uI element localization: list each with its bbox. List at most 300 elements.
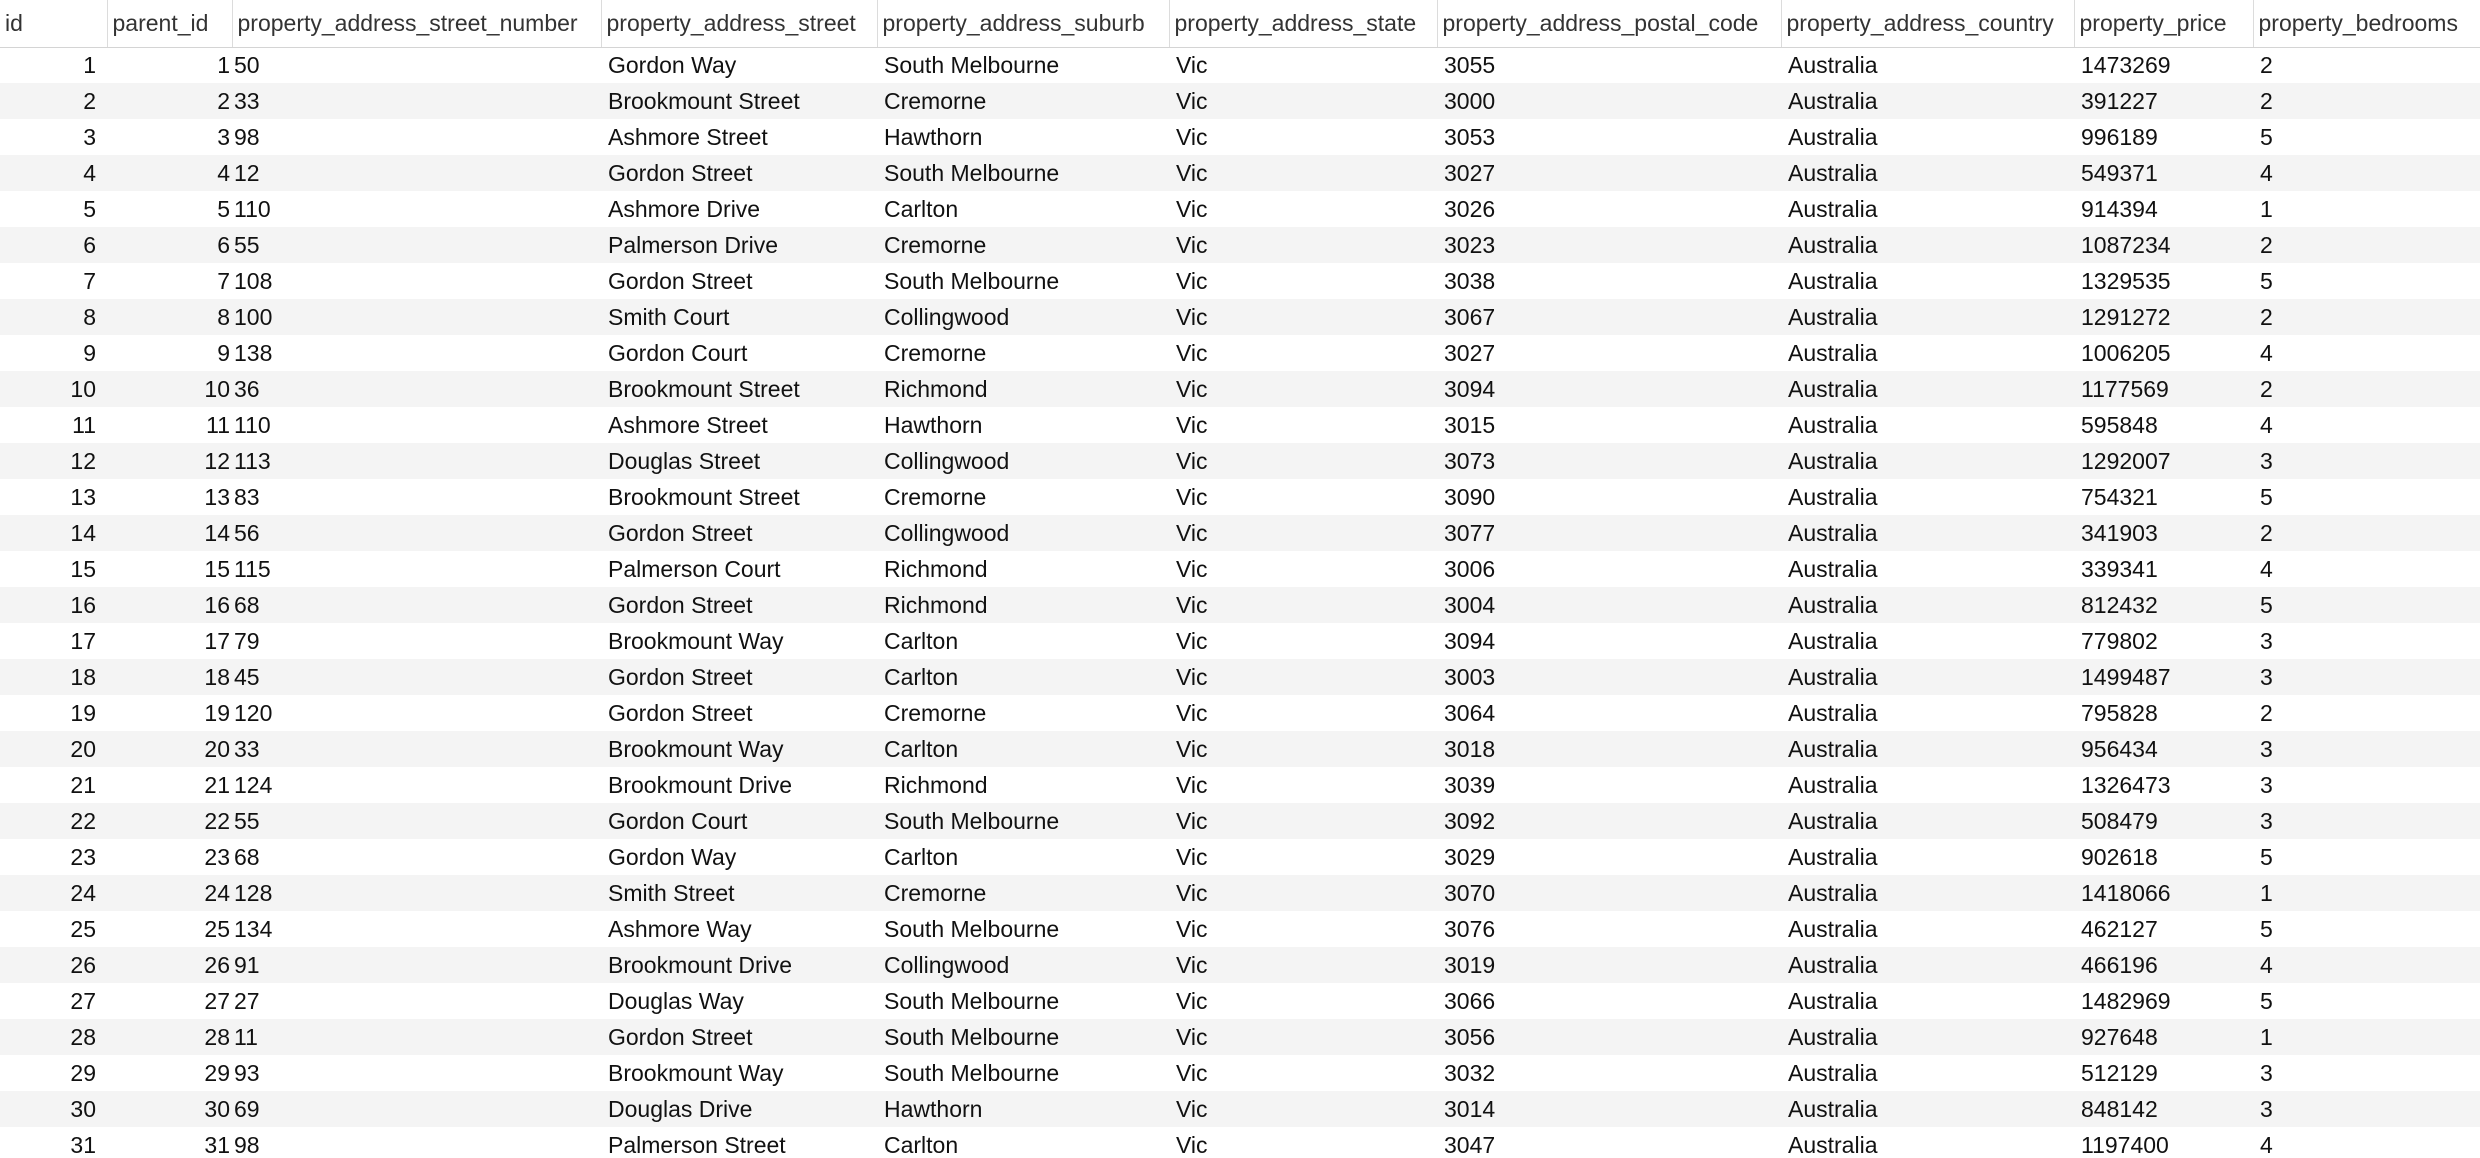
- cell-suburb[interactable]: Richmond: [877, 767, 1169, 803]
- cell-bedrooms[interactable]: 4: [2253, 551, 2480, 587]
- cell-street-number[interactable]: 120: [232, 695, 601, 731]
- cell-suburb[interactable]: South Melbourne: [877, 155, 1169, 191]
- cell-parent-id[interactable]: 20: [107, 731, 232, 767]
- cell-suburb[interactable]: South Melbourne: [877, 911, 1169, 947]
- cell-street-number[interactable]: 50: [232, 47, 601, 83]
- cell-parent-id[interactable]: 25: [107, 911, 232, 947]
- cell-street[interactable]: Ashmore Street: [601, 119, 877, 155]
- cell-price[interactable]: 754321: [2074, 479, 2253, 515]
- cell-country[interactable]: Australia: [1781, 947, 2074, 983]
- cell-suburb[interactable]: Cremorne: [877, 83, 1169, 119]
- cell-suburb[interactable]: South Melbourne: [877, 803, 1169, 839]
- table-row[interactable]: [0, 227, 2480, 263]
- cell-state[interactable]: Vic: [1169, 191, 1437, 227]
- cell-country[interactable]: Australia: [1781, 515, 2074, 551]
- cell-suburb[interactable]: Carlton: [877, 191, 1169, 227]
- cell-country[interactable]: Australia: [1781, 407, 2074, 443]
- cell-price[interactable]: 996189: [2074, 119, 2253, 155]
- cell-suburb[interactable]: Cremorne: [877, 695, 1169, 731]
- cell-bedrooms[interactable]: 3: [2253, 803, 2480, 839]
- cell-bedrooms[interactable]: 2: [2253, 227, 2480, 263]
- cell-street-number[interactable]: 100: [232, 299, 601, 335]
- cell-street-number[interactable]: 110: [232, 191, 601, 227]
- cell-id[interactable]: 16: [0, 587, 107, 623]
- cell-suburb[interactable]: Richmond: [877, 371, 1169, 407]
- cell-postal-code[interactable]: 3053: [1437, 119, 1781, 155]
- table-row[interactable]: [0, 119, 2480, 155]
- table-row[interactable]: [0, 371, 2480, 407]
- cell-street[interactable]: Douglas Way: [601, 983, 877, 1019]
- cell-parent-id[interactable]: 17: [107, 623, 232, 659]
- cell-bedrooms[interactable]: 5: [2253, 839, 2480, 875]
- cell-id[interactable]: 6: [0, 227, 107, 263]
- cell-postal-code[interactable]: 3039: [1437, 767, 1781, 803]
- cell-postal-code[interactable]: 3090: [1437, 479, 1781, 515]
- cell-postal-code[interactable]: 3004: [1437, 587, 1781, 623]
- cell-street-number[interactable]: 83: [232, 479, 601, 515]
- cell-postal-code[interactable]: 3066: [1437, 983, 1781, 1019]
- cell-price[interactable]: 549371: [2074, 155, 2253, 191]
- cell-street-number[interactable]: 91: [232, 947, 601, 983]
- cell-postal-code[interactable]: 3077: [1437, 515, 1781, 551]
- cell-country[interactable]: Australia: [1781, 875, 2074, 911]
- cell-street[interactable]: Gordon Street: [601, 659, 877, 695]
- table-row[interactable]: [0, 623, 2480, 659]
- table-row[interactable]: [0, 731, 2480, 767]
- cell-country[interactable]: Australia: [1781, 803, 2074, 839]
- cell-id[interactable]: 30: [0, 1091, 107, 1127]
- table-row[interactable]: [0, 767, 2480, 803]
- cell-street[interactable]: Brookmount Way: [601, 731, 877, 767]
- column-header-parent-id[interactable]: parent_id: [107, 0, 232, 47]
- cell-suburb[interactable]: Cremorne: [877, 335, 1169, 371]
- cell-price[interactable]: 812432: [2074, 587, 2253, 623]
- cell-id[interactable]: 13: [0, 479, 107, 515]
- cell-country[interactable]: Australia: [1781, 1019, 2074, 1055]
- cell-street-number[interactable]: 138: [232, 335, 601, 371]
- cell-postal-code[interactable]: 3015: [1437, 407, 1781, 443]
- cell-id[interactable]: 4: [0, 155, 107, 191]
- cell-parent-id[interactable]: 18: [107, 659, 232, 695]
- cell-street-number[interactable]: 108: [232, 263, 601, 299]
- cell-country[interactable]: Australia: [1781, 47, 2074, 83]
- cell-street-number[interactable]: 110: [232, 407, 601, 443]
- cell-street-number[interactable]: 56: [232, 515, 601, 551]
- cell-parent-id[interactable]: 1: [107, 47, 232, 83]
- cell-postal-code[interactable]: 3029: [1437, 839, 1781, 875]
- cell-state[interactable]: Vic: [1169, 983, 1437, 1019]
- column-header-id[interactable]: id: [0, 0, 107, 47]
- cell-state[interactable]: Vic: [1169, 1091, 1437, 1127]
- cell-street[interactable]: Brookmount Street: [601, 371, 877, 407]
- cell-bedrooms[interactable]: 4: [2253, 335, 2480, 371]
- cell-bedrooms[interactable]: 5: [2253, 911, 2480, 947]
- cell-id[interactable]: 8: [0, 299, 107, 335]
- cell-street[interactable]: Gordon Way: [601, 47, 877, 83]
- cell-parent-id[interactable]: 14: [107, 515, 232, 551]
- cell-street-number[interactable]: 45: [232, 659, 601, 695]
- table-row[interactable]: [0, 551, 2480, 587]
- cell-street-number[interactable]: 68: [232, 587, 601, 623]
- cell-id[interactable]: 2: [0, 83, 107, 119]
- cell-street[interactable]: Ashmore Way: [601, 911, 877, 947]
- column-header-street-number[interactable]: property_address_street_number: [232, 0, 601, 47]
- cell-suburb[interactable]: Collingwood: [877, 299, 1169, 335]
- cell-street-number[interactable]: 93: [232, 1055, 601, 1091]
- cell-price[interactable]: 1482969: [2074, 983, 2253, 1019]
- cell-country[interactable]: Australia: [1781, 83, 2074, 119]
- cell-parent-id[interactable]: 22: [107, 803, 232, 839]
- cell-parent-id[interactable]: 5: [107, 191, 232, 227]
- cell-suburb[interactable]: South Melbourne: [877, 263, 1169, 299]
- cell-id[interactable]: 12: [0, 443, 107, 479]
- cell-street[interactable]: Gordon Street: [601, 1019, 877, 1055]
- cell-id[interactable]: 1: [0, 47, 107, 83]
- table-row[interactable]: [0, 83, 2480, 119]
- cell-country[interactable]: Australia: [1781, 227, 2074, 263]
- cell-country[interactable]: Australia: [1781, 1091, 2074, 1127]
- cell-state[interactable]: Vic: [1169, 1127, 1437, 1158]
- cell-street[interactable]: Brookmount Drive: [601, 767, 877, 803]
- table-row[interactable]: [0, 407, 2480, 443]
- cell-state[interactable]: Vic: [1169, 443, 1437, 479]
- cell-country[interactable]: Australia: [1781, 1055, 2074, 1091]
- table-row[interactable]: [0, 587, 2480, 623]
- cell-parent-id[interactable]: 6: [107, 227, 232, 263]
- cell-state[interactable]: Vic: [1169, 911, 1437, 947]
- cell-parent-id[interactable]: 21: [107, 767, 232, 803]
- cell-street-number[interactable]: 27: [232, 983, 601, 1019]
- cell-street[interactable]: Brookmount Way: [601, 623, 877, 659]
- cell-street[interactable]: Palmerson Court: [601, 551, 877, 587]
- cell-suburb[interactable]: Cremorne: [877, 227, 1169, 263]
- cell-price[interactable]: 1087234: [2074, 227, 2253, 263]
- cell-parent-id[interactable]: 24: [107, 875, 232, 911]
- cell-state[interactable]: Vic: [1169, 1019, 1437, 1055]
- cell-price[interactable]: 927648: [2074, 1019, 2253, 1055]
- cell-street[interactable]: Brookmount Way: [601, 1055, 877, 1091]
- cell-street-number[interactable]: 33: [232, 83, 601, 119]
- cell-price[interactable]: 595848: [2074, 407, 2253, 443]
- cell-price[interactable]: 848142: [2074, 1091, 2253, 1127]
- cell-suburb[interactable]: Carlton: [877, 1127, 1169, 1158]
- cell-id[interactable]: 19: [0, 695, 107, 731]
- cell-postal-code[interactable]: 3000: [1437, 83, 1781, 119]
- cell-suburb[interactable]: Carlton: [877, 659, 1169, 695]
- cell-id[interactable]: 7: [0, 263, 107, 299]
- table-row[interactable]: [0, 479, 2480, 515]
- cell-country[interactable]: Australia: [1781, 335, 2074, 371]
- cell-price[interactable]: 1177569: [2074, 371, 2253, 407]
- cell-state[interactable]: Vic: [1169, 263, 1437, 299]
- cell-id[interactable]: 22: [0, 803, 107, 839]
- cell-parent-id[interactable]: 30: [107, 1091, 232, 1127]
- cell-state[interactable]: Vic: [1169, 83, 1437, 119]
- cell-street[interactable]: Gordon Street: [601, 695, 877, 731]
- cell-country[interactable]: Australia: [1781, 443, 2074, 479]
- cell-bedrooms[interactable]: 1: [2253, 191, 2480, 227]
- column-header-suburb[interactable]: property_address_suburb: [877, 0, 1169, 47]
- cell-country[interactable]: Australia: [1781, 1127, 2074, 1158]
- cell-street[interactable]: Douglas Street: [601, 443, 877, 479]
- table-row[interactable]: [0, 47, 2480, 83]
- cell-price[interactable]: 512129: [2074, 1055, 2253, 1091]
- column-header-country[interactable]: property_address_country: [1781, 0, 2074, 47]
- cell-bedrooms[interactable]: 3: [2253, 443, 2480, 479]
- cell-street[interactable]: Ashmore Street: [601, 407, 877, 443]
- cell-id[interactable]: 10: [0, 371, 107, 407]
- table-row[interactable]: [0, 947, 2480, 983]
- cell-street[interactable]: Gordon Street: [601, 263, 877, 299]
- column-header-bedrooms[interactable]: property_bedrooms: [2253, 0, 2480, 47]
- cell-country[interactable]: Australia: [1781, 587, 2074, 623]
- cell-id[interactable]: 27: [0, 983, 107, 1019]
- table-row[interactable]: [0, 1127, 2480, 1158]
- table-row[interactable]: [0, 191, 2480, 227]
- cell-street-number[interactable]: 33: [232, 731, 601, 767]
- cell-parent-id[interactable]: 4: [107, 155, 232, 191]
- cell-parent-id[interactable]: 9: [107, 335, 232, 371]
- cell-street-number[interactable]: 98: [232, 1127, 601, 1158]
- cell-id[interactable]: 5: [0, 191, 107, 227]
- cell-parent-id[interactable]: 19: [107, 695, 232, 731]
- cell-postal-code[interactable]: 3019: [1437, 947, 1781, 983]
- cell-id[interactable]: 25: [0, 911, 107, 947]
- cell-state[interactable]: Vic: [1169, 47, 1437, 83]
- cell-parent-id[interactable]: 15: [107, 551, 232, 587]
- cell-price[interactable]: 1473269: [2074, 47, 2253, 83]
- cell-bedrooms[interactable]: 3: [2253, 659, 2480, 695]
- cell-postal-code[interactable]: 3094: [1437, 623, 1781, 659]
- cell-street[interactable]: Smith Court: [601, 299, 877, 335]
- cell-street-number[interactable]: 115: [232, 551, 601, 587]
- cell-price[interactable]: 902618: [2074, 839, 2253, 875]
- table-row[interactable]: [0, 1055, 2480, 1091]
- cell-price[interactable]: 1418066: [2074, 875, 2253, 911]
- cell-postal-code[interactable]: 3018: [1437, 731, 1781, 767]
- cell-price[interactable]: 1499487: [2074, 659, 2253, 695]
- cell-postal-code[interactable]: 3092: [1437, 803, 1781, 839]
- cell-bedrooms[interactable]: 3: [2253, 623, 2480, 659]
- cell-street-number[interactable]: 55: [232, 803, 601, 839]
- cell-id[interactable]: 21: [0, 767, 107, 803]
- cell-state[interactable]: Vic: [1169, 551, 1437, 587]
- cell-state[interactable]: Vic: [1169, 587, 1437, 623]
- cell-suburb[interactable]: Richmond: [877, 551, 1169, 587]
- cell-bedrooms[interactable]: 2: [2253, 83, 2480, 119]
- cell-bedrooms[interactable]: 2: [2253, 515, 2480, 551]
- cell-price[interactable]: 914394: [2074, 191, 2253, 227]
- cell-id[interactable]: 29: [0, 1055, 107, 1091]
- cell-bedrooms[interactable]: 5: [2253, 587, 2480, 623]
- cell-price[interactable]: 1329535: [2074, 263, 2253, 299]
- cell-suburb[interactable]: South Melbourne: [877, 983, 1169, 1019]
- cell-id[interactable]: 11: [0, 407, 107, 443]
- cell-postal-code[interactable]: 3094: [1437, 371, 1781, 407]
- cell-price[interactable]: 956434: [2074, 731, 2253, 767]
- cell-postal-code[interactable]: 3073: [1437, 443, 1781, 479]
- cell-state[interactable]: Vic: [1169, 1055, 1437, 1091]
- cell-suburb[interactable]: Carlton: [877, 839, 1169, 875]
- cell-parent-id[interactable]: 26: [107, 947, 232, 983]
- table-row[interactable]: [0, 1019, 2480, 1055]
- cell-id[interactable]: 31: [0, 1127, 107, 1158]
- cell-country[interactable]: Australia: [1781, 911, 2074, 947]
- cell-suburb[interactable]: Collingwood: [877, 515, 1169, 551]
- cell-suburb[interactable]: Cremorne: [877, 479, 1169, 515]
- cell-suburb[interactable]: Hawthorn: [877, 1091, 1169, 1127]
- cell-suburb[interactable]: Hawthorn: [877, 407, 1169, 443]
- cell-country[interactable]: Australia: [1781, 983, 2074, 1019]
- table-row[interactable]: [0, 875, 2480, 911]
- cell-street[interactable]: Gordon Street: [601, 155, 877, 191]
- cell-bedrooms[interactable]: 4: [2253, 947, 2480, 983]
- cell-suburb[interactable]: Collingwood: [877, 947, 1169, 983]
- cell-postal-code[interactable]: 3056: [1437, 1019, 1781, 1055]
- cell-postal-code[interactable]: 3032: [1437, 1055, 1781, 1091]
- cell-country[interactable]: Australia: [1781, 191, 2074, 227]
- cell-bedrooms[interactable]: 2: [2253, 695, 2480, 731]
- cell-suburb[interactable]: South Melbourne: [877, 47, 1169, 83]
- cell-bedrooms[interactable]: 2: [2253, 299, 2480, 335]
- cell-id[interactable]: 3: [0, 119, 107, 155]
- cell-state[interactable]: Vic: [1169, 515, 1437, 551]
- table-row[interactable]: [0, 515, 2480, 551]
- cell-street-number[interactable]: 134: [232, 911, 601, 947]
- cell-bedrooms[interactable]: 4: [2253, 155, 2480, 191]
- cell-parent-id[interactable]: 10: [107, 371, 232, 407]
- cell-parent-id[interactable]: 13: [107, 479, 232, 515]
- cell-bedrooms[interactable]: 3: [2253, 1091, 2480, 1127]
- cell-bedrooms[interactable]: 3: [2253, 1055, 2480, 1091]
- cell-bedrooms[interactable]: 1: [2253, 875, 2480, 911]
- cell-parent-id[interactable]: 23: [107, 839, 232, 875]
- cell-state[interactable]: Vic: [1169, 335, 1437, 371]
- cell-price[interactable]: 1326473: [2074, 767, 2253, 803]
- cell-postal-code[interactable]: 3047: [1437, 1127, 1781, 1158]
- cell-country[interactable]: Australia: [1781, 263, 2074, 299]
- cell-country[interactable]: Australia: [1781, 299, 2074, 335]
- cell-state[interactable]: Vic: [1169, 875, 1437, 911]
- table-row[interactable]: [0, 1091, 2480, 1127]
- cell-state[interactable]: Vic: [1169, 119, 1437, 155]
- cell-id[interactable]: 26: [0, 947, 107, 983]
- cell-country[interactable]: Australia: [1781, 839, 2074, 875]
- cell-street[interactable]: Gordon Way: [601, 839, 877, 875]
- cell-state[interactable]: Vic: [1169, 623, 1437, 659]
- cell-street[interactable]: Palmerson Street: [601, 1127, 877, 1158]
- cell-country[interactable]: Australia: [1781, 119, 2074, 155]
- cell-bedrooms[interactable]: 5: [2253, 479, 2480, 515]
- cell-suburb[interactable]: Collingwood: [877, 443, 1169, 479]
- table-row[interactable]: [0, 659, 2480, 695]
- table-row[interactable]: [0, 263, 2480, 299]
- column-header-postal-code[interactable]: property_address_postal_code: [1437, 0, 1781, 47]
- cell-price[interactable]: 466196: [2074, 947, 2253, 983]
- cell-country[interactable]: Australia: [1781, 155, 2074, 191]
- cell-country[interactable]: Australia: [1781, 767, 2074, 803]
- table-row[interactable]: [0, 335, 2480, 371]
- cell-state[interactable]: Vic: [1169, 767, 1437, 803]
- cell-street[interactable]: Palmerson Drive: [601, 227, 877, 263]
- cell-street-number[interactable]: 69: [232, 1091, 601, 1127]
- cell-postal-code[interactable]: 3064: [1437, 695, 1781, 731]
- table-row[interactable]: [0, 299, 2480, 335]
- cell-street[interactable]: Smith Street: [601, 875, 877, 911]
- cell-price[interactable]: 391227: [2074, 83, 2253, 119]
- cell-postal-code[interactable]: 3027: [1437, 335, 1781, 371]
- cell-country[interactable]: Australia: [1781, 551, 2074, 587]
- cell-country[interactable]: Australia: [1781, 371, 2074, 407]
- cell-suburb[interactable]: Carlton: [877, 623, 1169, 659]
- cell-country[interactable]: Australia: [1781, 623, 2074, 659]
- cell-bedrooms[interactable]: 1: [2253, 1019, 2480, 1055]
- cell-suburb[interactable]: Carlton: [877, 731, 1169, 767]
- cell-street-number[interactable]: 11: [232, 1019, 601, 1055]
- cell-state[interactable]: Vic: [1169, 155, 1437, 191]
- cell-parent-id[interactable]: 27: [107, 983, 232, 1019]
- cell-street[interactable]: Douglas Drive: [601, 1091, 877, 1127]
- cell-price[interactable]: 341903: [2074, 515, 2253, 551]
- cell-bedrooms[interactable]: 3: [2253, 767, 2480, 803]
- cell-price[interactable]: 508479: [2074, 803, 2253, 839]
- cell-state[interactable]: Vic: [1169, 839, 1437, 875]
- cell-street[interactable]: Brookmount Street: [601, 83, 877, 119]
- cell-street[interactable]: Ashmore Drive: [601, 191, 877, 227]
- cell-bedrooms[interactable]: 5: [2253, 983, 2480, 1019]
- cell-state[interactable]: Vic: [1169, 407, 1437, 443]
- cell-street-number[interactable]: 12: [232, 155, 601, 191]
- cell-street[interactable]: Gordon Court: [601, 803, 877, 839]
- cell-id[interactable]: 9: [0, 335, 107, 371]
- cell-price[interactable]: 1197400: [2074, 1127, 2253, 1158]
- cell-state[interactable]: Vic: [1169, 947, 1437, 983]
- cell-state[interactable]: Vic: [1169, 731, 1437, 767]
- cell-state[interactable]: Vic: [1169, 659, 1437, 695]
- cell-parent-id[interactable]: 16: [107, 587, 232, 623]
- table-row[interactable]: [0, 911, 2480, 947]
- cell-id[interactable]: 18: [0, 659, 107, 695]
- cell-price[interactable]: 339341: [2074, 551, 2253, 587]
- cell-suburb[interactable]: South Melbourne: [877, 1055, 1169, 1091]
- cell-country[interactable]: Australia: [1781, 479, 2074, 515]
- cell-street-number[interactable]: 128: [232, 875, 601, 911]
- cell-street-number[interactable]: 55: [232, 227, 601, 263]
- column-header-street[interactable]: property_address_street: [601, 0, 877, 47]
- cell-street-number[interactable]: 98: [232, 119, 601, 155]
- cell-street-number[interactable]: 124: [232, 767, 601, 803]
- cell-bedrooms[interactable]: 4: [2253, 1127, 2480, 1158]
- cell-suburb[interactable]: South Melbourne: [877, 1019, 1169, 1055]
- table-row[interactable]: [0, 803, 2480, 839]
- cell-id[interactable]: 23: [0, 839, 107, 875]
- cell-street[interactable]: Gordon Street: [601, 587, 877, 623]
- cell-bedrooms[interactable]: 3: [2253, 731, 2480, 767]
- cell-bedrooms[interactable]: 2: [2253, 371, 2480, 407]
- cell-state[interactable]: Vic: [1169, 479, 1437, 515]
- cell-bedrooms[interactable]: 5: [2253, 263, 2480, 299]
- cell-parent-id[interactable]: 11: [107, 407, 232, 443]
- cell-state[interactable]: Vic: [1169, 695, 1437, 731]
- cell-postal-code[interactable]: 3070: [1437, 875, 1781, 911]
- cell-bedrooms[interactable]: 2: [2253, 47, 2480, 83]
- cell-postal-code[interactable]: 3023: [1437, 227, 1781, 263]
- cell-price[interactable]: 462127: [2074, 911, 2253, 947]
- cell-id[interactable]: 15: [0, 551, 107, 587]
- cell-street[interactable]: Brookmount Drive: [601, 947, 877, 983]
- cell-price[interactable]: 779802: [2074, 623, 2253, 659]
- cell-parent-id[interactable]: 8: [107, 299, 232, 335]
